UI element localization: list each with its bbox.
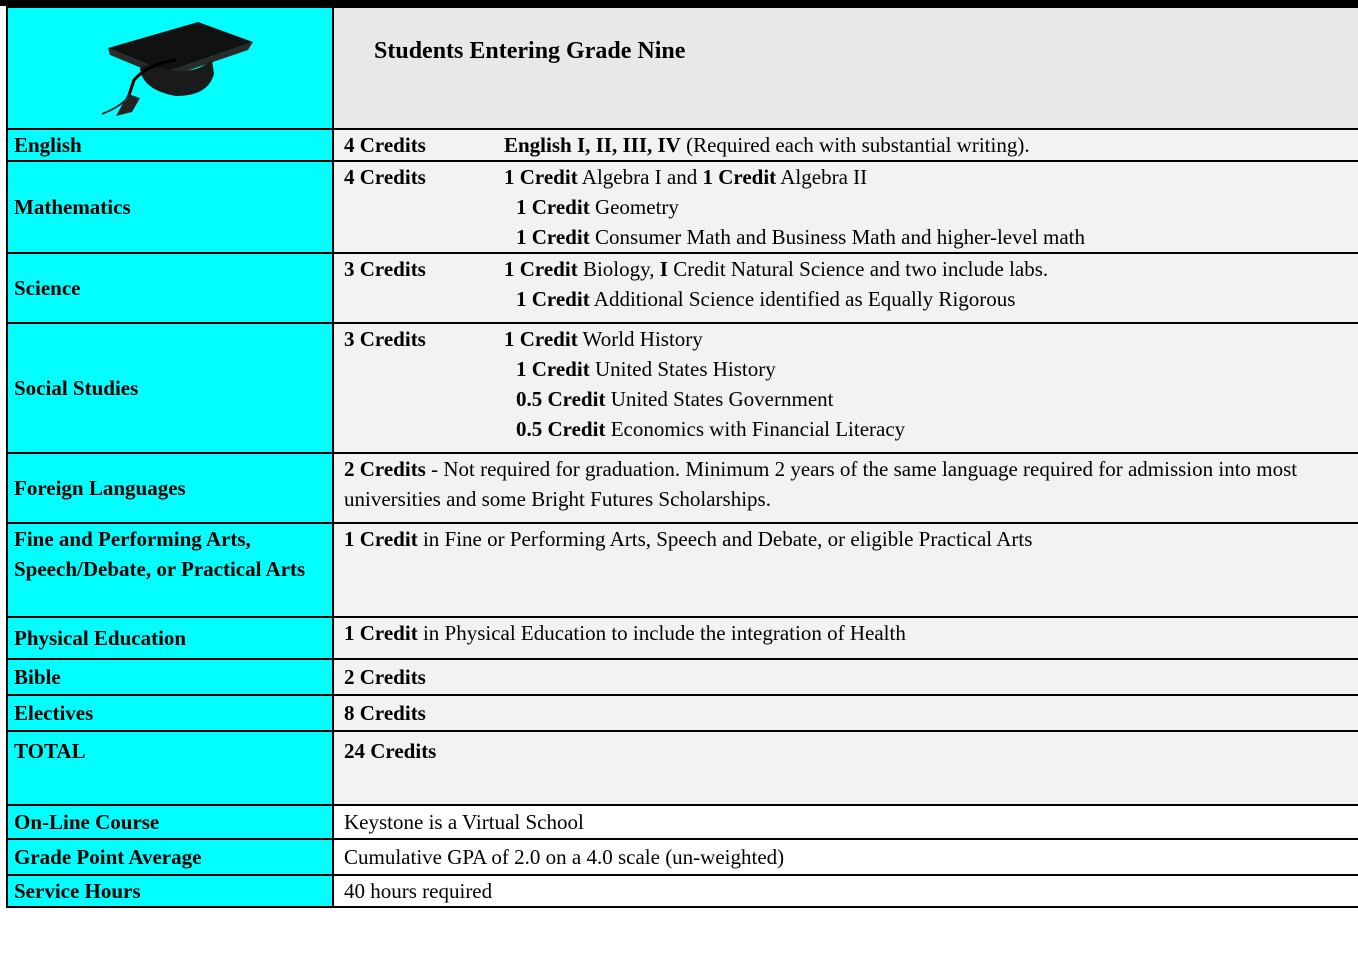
credits-social: 3 Credits — [344, 327, 426, 351]
row-social — [7, 323, 1358, 453]
label-total: TOTAL — [7, 731, 333, 805]
text-foreign: - Not required for graduation. Minimum 2 years of the same language required for admission into most universities and some Bright Futures Scholarships. — [344, 457, 1298, 511]
row-bible — [7, 659, 1358, 695]
label-english: English — [7, 129, 333, 161]
math-line-1 — [344, 162, 1352, 192]
math-l2-credit: 1 Credit — [516, 195, 590, 219]
page-title: Students Entering Grade Nine — [374, 38, 686, 64]
social-l1-credit: 1 Credit — [504, 327, 578, 351]
row-gpa — [7, 839, 1358, 875]
header-cell — [333, 7, 1358, 129]
credits-electives: 8 Credits — [344, 701, 426, 725]
math-l1a-credit: 1 Credit — [504, 165, 578, 189]
label-pe: Physical Education — [7, 617, 333, 659]
value-math — [333, 161, 1358, 253]
social-l2-text: United States History — [589, 357, 776, 381]
science-line-1 — [344, 254, 1352, 284]
science-l1c-text: Credit Natural Science and two include labs. — [667, 257, 1049, 281]
social-l2-credit: 1 Credit — [516, 357, 590, 381]
value-foreign — [333, 453, 1358, 523]
row-pe — [7, 617, 1358, 659]
label-service: Service Hours — [7, 875, 333, 907]
math-l1b-credit: 1 Credit — [702, 165, 777, 189]
credits-foreign: 2 Credits — [344, 457, 426, 481]
value-service: 40 hours required — [333, 875, 1358, 907]
social-l1-text: World History — [577, 327, 703, 351]
graduation-cap-icon — [88, 20, 258, 120]
logo-cell — [7, 7, 333, 129]
credits-pe: 1 Credit — [344, 621, 418, 645]
credits-fine-arts: 1 Credit — [344, 527, 418, 551]
value-fine-arts — [333, 523, 1358, 617]
credits-math: 4 Credits — [344, 165, 426, 189]
value-science — [333, 253, 1358, 323]
social-line-3 — [516, 384, 1352, 414]
social-l3-text: United States Government — [605, 387, 834, 411]
credits-science: 3 Credits — [344, 257, 426, 281]
row-electives — [7, 695, 1358, 731]
row-total — [7, 731, 1358, 805]
social-line-1 — [344, 324, 1352, 354]
row-foreign — [7, 453, 1358, 523]
social-line-4 — [516, 414, 1352, 444]
label-bible: Bible — [7, 659, 333, 695]
science-l1-text: Biology, — [577, 257, 660, 281]
value-pe — [333, 617, 1358, 659]
value-total — [333, 731, 1358, 805]
math-l1a-text: Algebra I and — [577, 165, 703, 189]
credits-total: 24 Credits — [344, 739, 437, 763]
math-l2-text: Geometry — [589, 195, 679, 219]
value-bible — [333, 659, 1358, 695]
text-fine-arts: in Fine or Performing Arts, Speech and Debate, or eligible Practical Arts — [417, 527, 1033, 551]
credits-bible: 2 Credits — [344, 665, 426, 689]
value-online: Keystone is a Virtual School — [333, 805, 1358, 839]
label-social: Social Studies — [7, 323, 333, 453]
course-english: English I, II, III, IV — [504, 133, 681, 157]
label-foreign: Foreign Languages — [7, 453, 333, 523]
label-electives: Electives — [7, 695, 333, 731]
science-line-2 — [516, 284, 1352, 314]
credits-english: 4 Credits — [344, 133, 426, 157]
value-electives — [333, 695, 1358, 731]
label-science: Science — [7, 253, 333, 323]
social-l4-credit: 0.5 Credit — [516, 417, 606, 441]
row-science — [7, 253, 1358, 323]
note-english: (Required each with substantial writing). — [680, 133, 1030, 157]
social-line-2 — [516, 354, 1352, 384]
science-l1c-credit: I — [659, 257, 668, 281]
row-math — [7, 161, 1358, 253]
value-gpa: Cumulative GPA of 2.0 on a 4.0 scale (un-weighted) — [333, 839, 1358, 875]
math-line-3 — [516, 222, 1352, 252]
label-gpa: Grade Point Average — [7, 839, 333, 875]
value-english — [333, 129, 1358, 161]
label-fine-arts: Fine and Performing Arts, Speech/Debate, or Practical Arts — [7, 523, 333, 617]
math-l1b-text: Algebra II — [776, 165, 868, 189]
row-online — [7, 805, 1358, 839]
value-social — [333, 323, 1358, 453]
math-line-2 — [516, 192, 1352, 222]
science-l2-credit: 1 Credit — [516, 287, 590, 311]
math-l3-credit: 1 Credit — [516, 225, 590, 249]
row-service — [7, 875, 1358, 907]
graduation-requirements-table — [6, 6, 1358, 908]
social-l4-text: Economics with Financial Literacy — [605, 417, 906, 441]
label-online: On-Line Course — [7, 805, 333, 839]
header-row — [7, 7, 1358, 129]
science-l1-credit: 1 Credit — [504, 257, 578, 281]
text-pe: in Physical Education to include the integration of Health — [417, 621, 906, 645]
math-l3-text: Consumer Math and Business Math and higher-level math — [589, 225, 1086, 249]
label-math: Mathematics — [7, 161, 333, 253]
science-l2-text: Additional Science identified as Equally Rigorous — [589, 287, 1016, 311]
row-fine-arts — [7, 523, 1358, 617]
row-english — [7, 129, 1358, 161]
social-l3-credit: 0.5 Credit — [516, 387, 606, 411]
